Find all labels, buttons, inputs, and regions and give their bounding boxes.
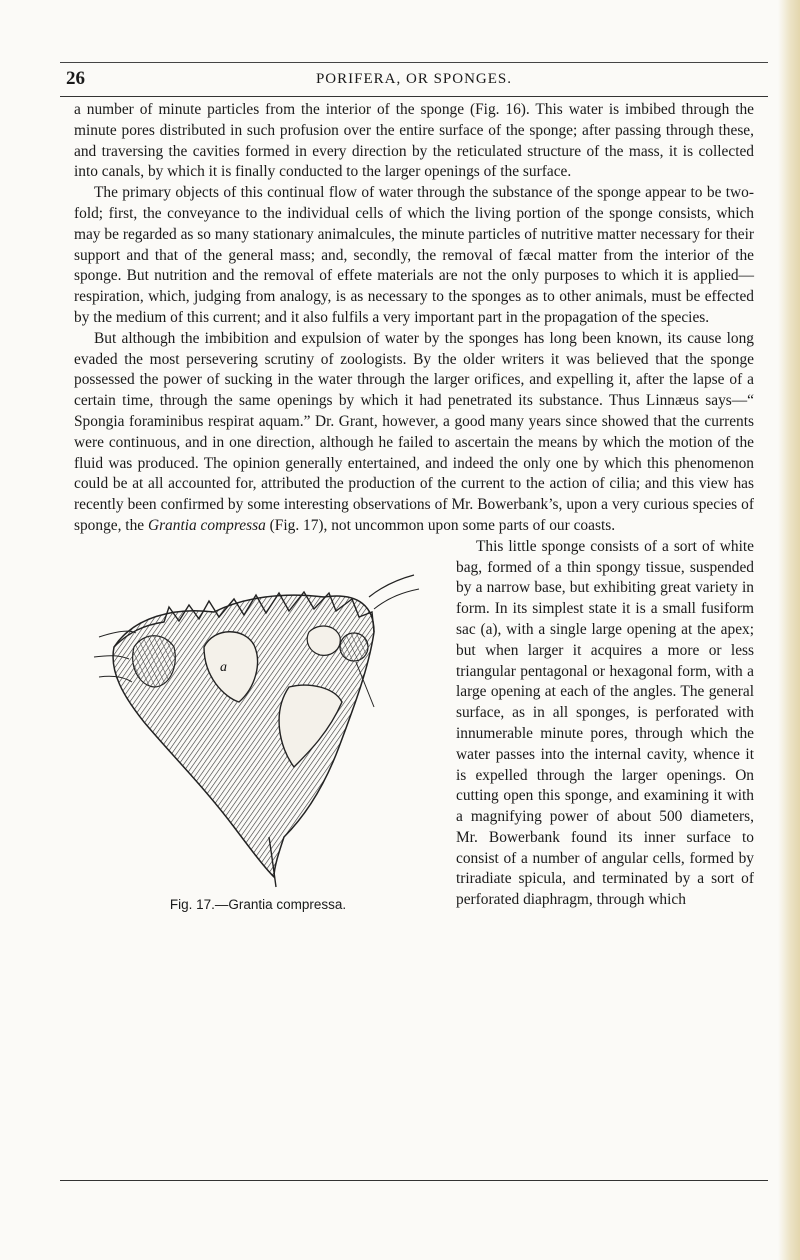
figure-label-a: a	[220, 659, 227, 675]
page-edge-shadow	[778, 0, 800, 1260]
species-name: Grantia compressa	[147, 516, 266, 534]
paragraph-3	[74, 329, 754, 537]
paragraph-2: The primary objects of this continual flow of water through the substance of the sponge appear to be two-fold; first, the conveyance to the individual cells of which the living portion of the sponge consists, which may be regarded as so many stationary animalcules, the minute particles of nutritive matter necessary for their support and that of the general mass; and, secondly, the removal of fæcal matter from the interior of the sponge. But nutrition and the removal of effete materials are not the only purposes to which it is applied—respiration, which, judging from analogy, is as necessary to the sponges as to other animals, must be effected by the medium of this current; and it also fulfils a very important part in the propagation of the species.	[74, 184, 754, 326]
sponge-illustration	[74, 537, 442, 897]
paragraph-3-end: (Fig. 17), not uncommon upon some parts of our coasts.	[265, 516, 616, 534]
figure-caption: Fig. 17.—Grantia compressa.	[169, 896, 347, 912]
page-header	[60, 62, 768, 97]
paragraph-3-start: But although the imbibition and expulsion of water by the sponges has long been known, its cause long evaded the most persevering scrutiny of zoologists. By the older writers it was believed that the sponge possessed the power of sucking in the water through the larger orifices, and expelling it, after the lapse of a certain time, through the same openings by which it had penetrated its substance. Thus Linnæus says—“ Spongia foraminibus respirat aquam.” Dr. Grant, however, a good many years since showed that the currents were continuous, and in one direction, although he failed to ascertain the means by which the motion of the fluid was produced. The opinion generally entertained, and indeed the only one by which this phenomenon could be at all accounted for, attributed the production of the current to the action of cilia; and this view has recently been confirmed by some interesting observations of Mr. Bowerbank’s, upon a very curious species of sponge, the	[74, 329, 754, 534]
running-head: PORIFERA, OR SPONGES.	[315, 71, 513, 87]
top-rule	[60, 62, 768, 63]
paragraph-1: a number of minute particles from the interior of the sponge (Fig. 16). This water is imbibed through the minute pores distributed in such profusion over the entire surface of the sponge; after passing through these, and traversing the cavities formed in every direction by the reticulated structure of the mass, it is collected into canals, by which it is finally conducted to the larger openings of the surface.	[74, 101, 754, 181]
body-text	[74, 100, 754, 955]
paragraph-4	[74, 537, 754, 911]
figure-17	[74, 537, 442, 951]
bottom-rule	[60, 1180, 768, 1181]
paragraph-4-text: This little sponge consists of a sort of white bag, formed of a thin spongy tissue, suspended by a narrow base, but exhibiting great variety in form. In its simplest state it is a small fusiform sac (a), with a single large opening at the apex; but when larger it acquires a more or less triangular pentagonal or hexagonal form, with a large opening at each of the angles. The general surface, as in all sponges, is perforated with innumerable minute pores, through which the water passes into the internal cavity, whence it is expelled through the larger openings. On cutting open this sponge, and examining it with a magnifying power of about 500 diameters, Mr. Bowerbank found its inner surface to consist of a number of angular cells, formed by triradiate spicula, and terminated by a sort of perforated diaphragm, through which	[456, 537, 754, 909]
page-number: 26	[66, 68, 85, 89]
